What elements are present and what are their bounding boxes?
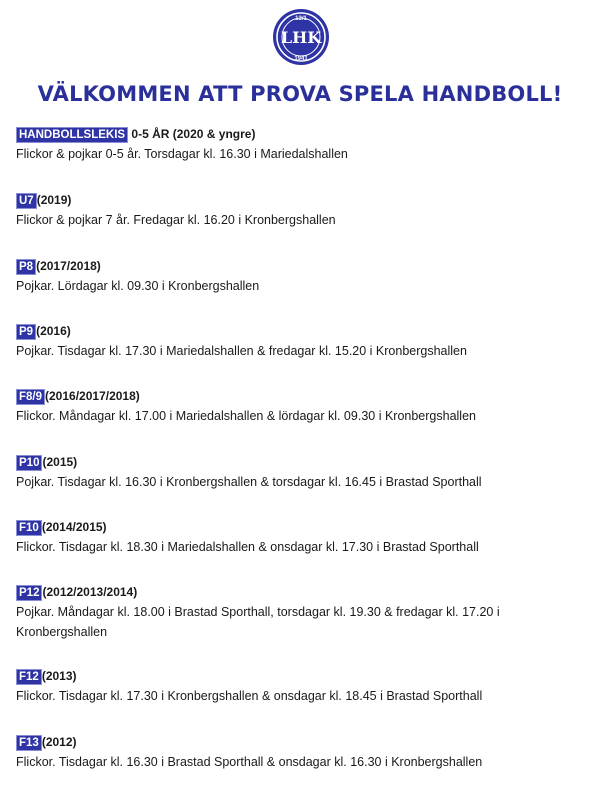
group-description: Flickor. Tisdagar kl. 17.30 i Kronbergshallen & onsdagar kl. 18.45 i Brastad Sporthall bbox=[16, 689, 483, 703]
group-years: (2015) bbox=[42, 455, 78, 469]
group-description: Flickor. Måndagar kl. 17.00 i Mariedalshallen & lördagar kl. 09.30 i Kronbergshallen bbox=[16, 409, 476, 423]
group-badge: F12 bbox=[16, 669, 42, 685]
group-section bbox=[16, 584, 586, 642]
group-badge: F8/9 bbox=[16, 389, 45, 405]
group-years: (2013) bbox=[41, 669, 77, 683]
group-description: Pojkar. Måndagar kl. 18.00 i Brastad Sporthall, torsdagar kl. 19.30 & fredagar kl. 17.20 i Kronbergshallen bbox=[16, 605, 500, 639]
logo-letters: LHK bbox=[280, 28, 322, 47]
group-badge: U7 bbox=[16, 193, 37, 209]
group-badge: P9 bbox=[16, 324, 36, 340]
logo-bottom-text: 1941 bbox=[294, 56, 308, 62]
group-section bbox=[16, 519, 586, 557]
group-title bbox=[16, 584, 586, 601]
group-section bbox=[16, 192, 586, 230]
group-section bbox=[16, 734, 586, 772]
group-section bbox=[16, 126, 586, 164]
group-badge: F13 bbox=[16, 735, 42, 751]
club-logo bbox=[272, 8, 330, 66]
group-title bbox=[16, 126, 586, 143]
group-title bbox=[16, 454, 586, 471]
group-badge: P8 bbox=[16, 259, 36, 275]
group-description: Pojkar. Lördagar kl. 09.30 i Kronbergshallen bbox=[16, 279, 260, 293]
club-crest-icon bbox=[272, 8, 330, 66]
group-description: Flickor. Tisdagar kl. 16.30 i Brastad Sporthall & onsdagar kl. 16.30 i Kronbergshallen bbox=[16, 755, 483, 769]
group-title bbox=[16, 519, 586, 536]
group-section bbox=[16, 668, 586, 706]
group-badge: F10 bbox=[16, 520, 42, 536]
group-title bbox=[16, 258, 586, 275]
group-years: (2016/2017/2018) bbox=[45, 389, 140, 403]
group-section bbox=[16, 388, 586, 426]
group-years: (2012) bbox=[41, 735, 77, 749]
group-badge: HANDBOLLSLEKIS bbox=[16, 127, 128, 143]
group-years: (2017/2018) bbox=[36, 259, 101, 273]
group-description: Flickor & pojkar 7 år. Fredagar kl. 16.20 i Kronbergshallen bbox=[16, 213, 336, 227]
group-description: Flickor. Tisdagar kl. 18.30 i Mariedalshallen & onsdagar kl. 17.30 i Brastad Sporthall bbox=[16, 540, 479, 554]
logo-top-text: 13/1 bbox=[295, 16, 307, 22]
group-years: (2014/2015) bbox=[41, 520, 107, 534]
group-description: Pojkar. Tisdagar kl. 16.30 i Kronbergshallen & torsdagar kl. 16.45 i Brastad Sporthall bbox=[16, 475, 482, 489]
group-badge: P10 bbox=[16, 455, 42, 471]
group-title bbox=[16, 323, 586, 340]
group-title bbox=[16, 192, 586, 209]
page-headline: VÄLKOMMEN ATT PROVA SPELA HANDBOLL! bbox=[37, 82, 563, 106]
group-title bbox=[16, 668, 586, 685]
group-description: Flickor & pojkar 0-5 år. Torsdagar kl. 16.30 i Mariedalshallen bbox=[16, 147, 348, 161]
group-badge: P12 bbox=[16, 585, 42, 601]
group-section bbox=[16, 323, 586, 361]
group-description: Pojkar. Tisdagar kl. 17.30 i Mariedalshallen & fredagar kl. 15.20 i Kronbergshallen bbox=[16, 344, 467, 358]
group-years: (2012/2013/2014) bbox=[42, 585, 138, 599]
group-section bbox=[16, 454, 586, 492]
group-title bbox=[16, 734, 586, 751]
group-years: (2016) bbox=[36, 324, 71, 338]
group-years: (2019) bbox=[36, 193, 72, 207]
group-title bbox=[16, 388, 586, 405]
group-section bbox=[16, 258, 586, 296]
group-years: 0-5 ÅR (2020 & yngre) bbox=[128, 127, 256, 141]
